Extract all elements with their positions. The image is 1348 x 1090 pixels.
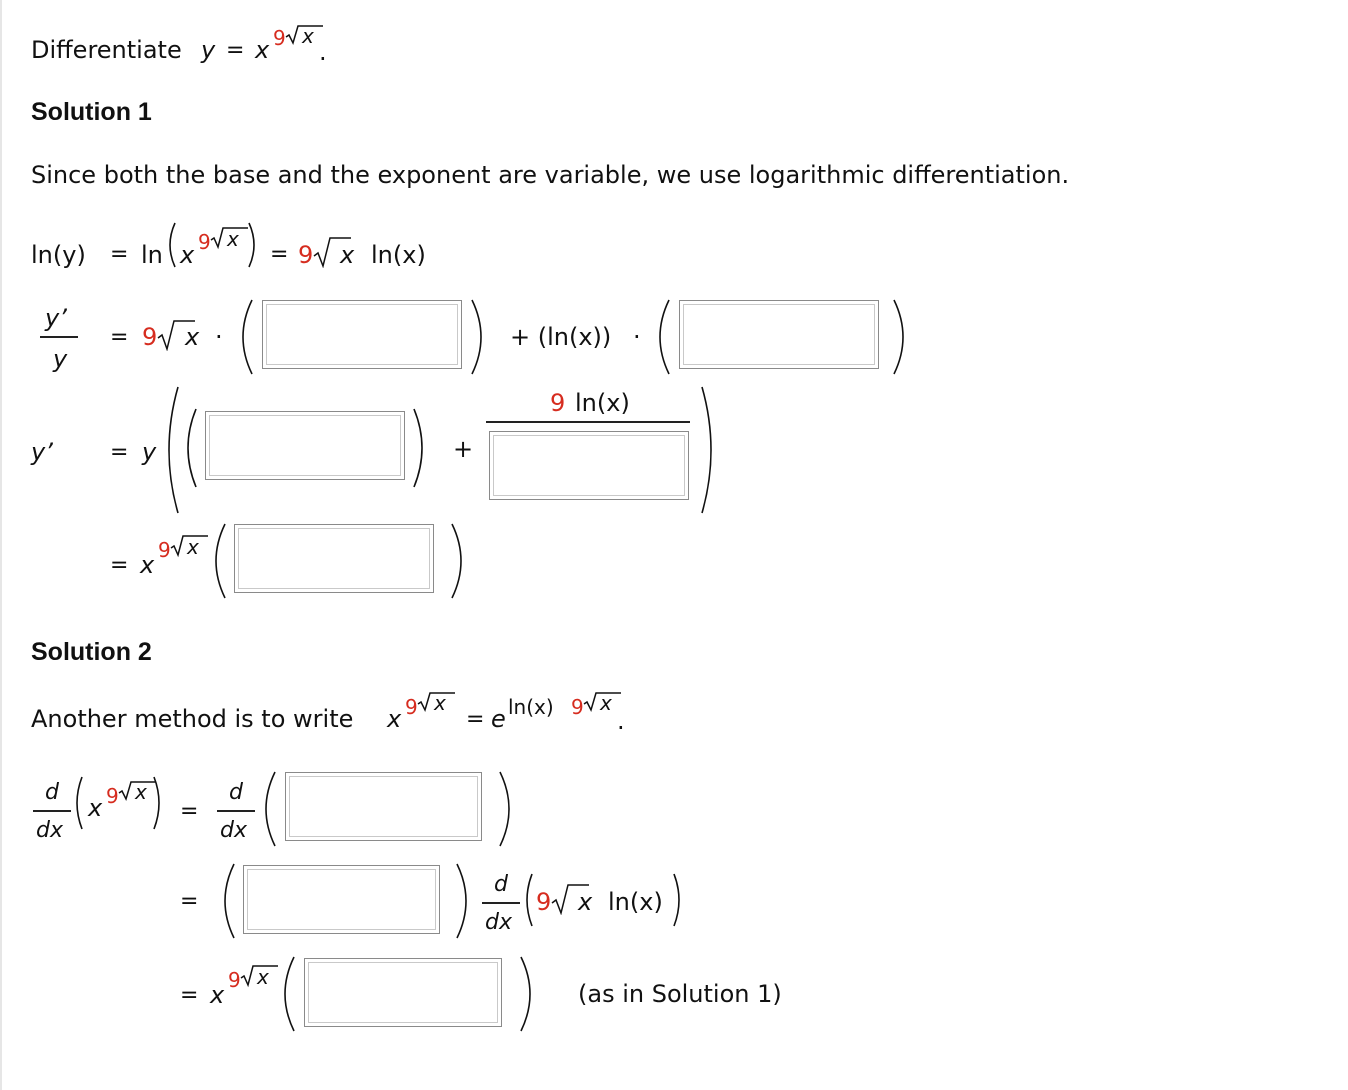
s1-l3-lhs: y’ — [31, 438, 53, 466]
s2-intro-e: e — [491, 705, 506, 733]
solution2-heading: Solution 2 — [31, 638, 152, 666]
s2-l2-coef: 9 — [536, 888, 552, 916]
s1-l2-plus-ln: + (ln(x)) — [510, 323, 612, 351]
s2-l1-close-paren-icon — [152, 775, 166, 831]
s1-l3-frac-num-tail: ln(x) — [575, 389, 630, 417]
s2-l1-answer-box[interactable] — [285, 772, 482, 841]
problem-lead: Differentiate — [31, 36, 182, 64]
s2-l3-exp-coef: 9 — [228, 968, 241, 992]
s1-l1-equals2: = — [270, 242, 289, 267]
s2-l2-equals: = — [180, 889, 199, 914]
s1-l2-answer-box-1[interactable] — [262, 300, 462, 369]
problem-lhs: y — [201, 36, 216, 64]
s1-l1-lhs: ln(y) — [31, 241, 86, 269]
s1-l3-answer-box-2[interactable] — [489, 431, 689, 500]
s1-l1-base: x — [180, 241, 195, 269]
s2-l2-d: d — [494, 872, 508, 897]
s2-l1-open-paren-icon — [70, 775, 84, 831]
s2-l2-open-paren-icon — [214, 862, 238, 940]
problem-root-arg: x — [302, 24, 314, 48]
page-left-border — [0, 0, 2, 1090]
s1-l3-answer-box-1[interactable] — [205, 411, 405, 480]
s1-l1-tail: ln(x) — [371, 241, 426, 269]
s2-l2-close-paren2-icon — [672, 872, 686, 928]
s2-intro-exp-coef2: 9 — [571, 695, 584, 719]
s2-intro-period: . — [617, 707, 625, 735]
s1-l2-frac-bar — [40, 336, 78, 338]
s1-l3-inner-open-paren-icon — [178, 407, 200, 489]
s1-l1-equals: = — [110, 242, 129, 267]
s2-l1-close-paren2-icon — [496, 770, 520, 848]
s1-l2-open-paren-icon — [232, 298, 256, 376]
s1-l3-frac-num-coef: 9 — [550, 389, 566, 417]
problem-equals: = — [226, 38, 245, 63]
s2-l1-open-paren2-icon — [255, 770, 279, 848]
problem-base: x — [255, 36, 270, 64]
s1-l3-y: y — [142, 438, 157, 466]
s2-intro-text: Another method is to write — [31, 705, 354, 733]
s1-l1-root-arg: x — [227, 227, 239, 251]
s1-l4-exp-coef: 9 — [158, 538, 171, 562]
s2-l3-open-paren-icon — [274, 955, 298, 1033]
s2-l3-base: x — [210, 981, 225, 1009]
s2-intro-equals: = — [466, 707, 485, 732]
s1-l2-open-paren2-icon — [649, 298, 673, 376]
s2-l3-note: (as in Solution 1) — [578, 980, 782, 1008]
s2-l1-d: d — [45, 780, 59, 805]
s2-l2-answer-box[interactable] — [243, 865, 440, 934]
s2-l1-dx2: dx — [220, 818, 247, 843]
problem-period: . — [319, 38, 327, 66]
s2-l3-close-paren-icon — [517, 955, 541, 1033]
s1-l2-dot2: · — [633, 323, 641, 351]
s1-l4-close-paren-icon — [448, 522, 472, 600]
solution1-heading: Solution 1 — [31, 98, 152, 126]
s1-l1-root-arg2: x — [340, 241, 355, 269]
s1-l2-root-arg: x — [185, 323, 200, 351]
s1-l4-answer-box[interactable] — [234, 524, 434, 593]
s2-l1-dx: dx — [36, 818, 63, 843]
s1-l1-close-paren-icon — [247, 221, 261, 269]
s2-l3-answer-box[interactable] — [304, 958, 502, 1027]
s2-l1-equals: = — [180, 799, 199, 824]
solution1-intro: Since both the base and the exponent are variable, we use logarithmic differentiation. — [31, 161, 1070, 189]
s2-intro-root-arg2: x — [600, 691, 612, 715]
s2-l1-d2: d — [229, 780, 243, 805]
s2-l2-close-paren-icon — [453, 862, 477, 940]
s1-l3-frac-bar — [486, 421, 690, 423]
s1-l4-base: x — [140, 551, 155, 579]
s2-l3-equals: = — [180, 983, 199, 1008]
s1-l1-coef2: 9 — [298, 241, 314, 269]
s1-l2-close-paren2-icon — [890, 298, 914, 376]
s1-l2-coef: 9 — [142, 323, 158, 351]
s1-l3-plus: + — [453, 435, 474, 463]
s2-intro-root-arg: x — [434, 691, 446, 715]
s2-l1-root-arg: x — [135, 780, 147, 804]
s1-l2-close-paren-icon — [468, 298, 492, 376]
s2-intro-exp-ln: ln(x) — [508, 695, 554, 719]
s1-l3-outer-close-paren-icon — [698, 385, 722, 515]
s2-l1-base: x — [88, 794, 103, 822]
s2-l2-dx: dx — [485, 910, 512, 935]
s2-l1-exp-coef: 9 — [106, 784, 119, 808]
s2-intro-base: x — [387, 705, 402, 733]
s1-l2-dot: · — [215, 323, 223, 351]
s1-l2-frac-den: y — [53, 345, 68, 373]
s1-l2-frac-num: y’ — [45, 304, 67, 332]
s2-l3-root-arg: x — [257, 965, 269, 989]
s1-l3-equals: = — [110, 440, 129, 465]
s2-l2-deriv-bar — [482, 902, 520, 904]
s1-l4-root-arg: x — [187, 535, 199, 559]
s1-l2-answer-box-2[interactable] — [679, 300, 879, 369]
s1-l4-equals: = — [110, 553, 129, 578]
s1-l1-open-paren-icon — [163, 221, 177, 269]
s2-l1-deriv-bar — [33, 810, 71, 812]
s2-l2-root-arg: x — [578, 888, 593, 916]
s2-intro-exp-coef: 9 — [405, 695, 418, 719]
s2-l2-open-paren2-icon — [520, 872, 534, 928]
s1-l3-inner-close-paren-icon — [410, 407, 432, 489]
s2-l2-tail: ln(x) — [608, 888, 663, 916]
s1-l1-ln: ln — [141, 241, 163, 269]
s1-l4-open-paren-icon — [205, 522, 229, 600]
s1-l2-equals: = — [110, 325, 129, 350]
s2-l1-deriv-bar2 — [217, 810, 255, 812]
problem-exp-coef: 9 — [273, 26, 286, 50]
s1-l1-exp-coef: 9 — [198, 230, 211, 254]
